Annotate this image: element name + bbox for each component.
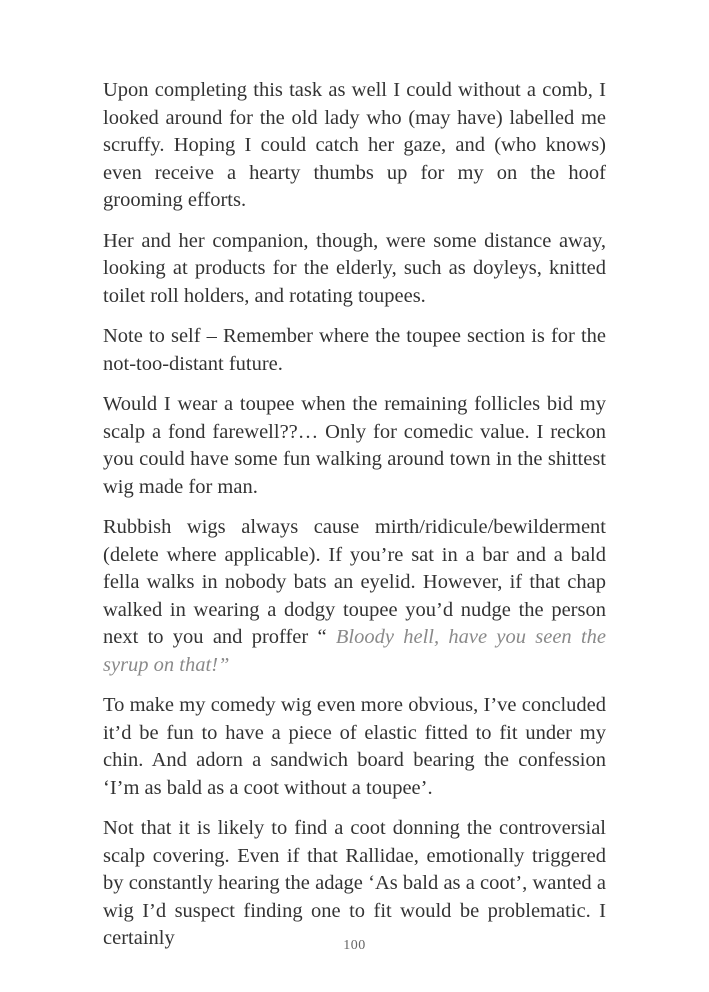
page-text-block <box>103 77 606 966</box>
body-paragraph: Would I wear a toupee when the remaining follicles bid my scalp a fond farewell??… Only for comedic value. I reckon you could have some fun walking around town in the shittest wig made for man. <box>103 393 606 498</box>
body-paragraph: Her and her companion, though, were some distance away, looking at products for the elderly, such as doyleys, knitted toilet roll holders, and rotating toupees. <box>103 229 606 307</box>
body-paragraph: Note to self – Remember where the toupee section is for the not-too-distant future. <box>103 325 606 375</box>
body-paragraph: To make my comedy wig even more obvious, I’ve concluded it’d be fun to have a piece of elastic fitted to fit under my chin. And adorn a sandwich board bearing the confession ‘I’m as bald as a coot without a toupee’. <box>103 694 606 799</box>
body-paragraph: Not that it is likely to find a coot donning the controversial scalp covering. Even if that Rallidae, emotionally triggered by constantly hearing the adage ‘As bald as a coot’, wanted a wig I’d suspect finding one to fit would be problematic. I certainly <box>103 817 606 949</box>
page-number: 100 <box>343 938 366 953</box>
body-paragraph: Upon completing this task as well I could without a comb, I looked around for the old lady who (may have) labelled me scruffy. Hoping I could catch her gaze, and (who knows) even receive a hearty thumbs up for my on the hoof grooming efforts. <box>103 79 606 211</box>
paragraph-text: Rubbish wigs always cause mirth/ridicule/bewilderment (delete where applicable). If you’re sat in a bar and a bald fella walks in nobody bats an eyelid. However, if that chap walked in wearing a dodgy toupee you’d nudge the person next to you and proffer “ <box>103 516 606 648</box>
body-paragraph <box>103 514 606 679</box>
italic-quote: Bloody hell, have you seen the syrup on that!” <box>103 626 606 676</box>
